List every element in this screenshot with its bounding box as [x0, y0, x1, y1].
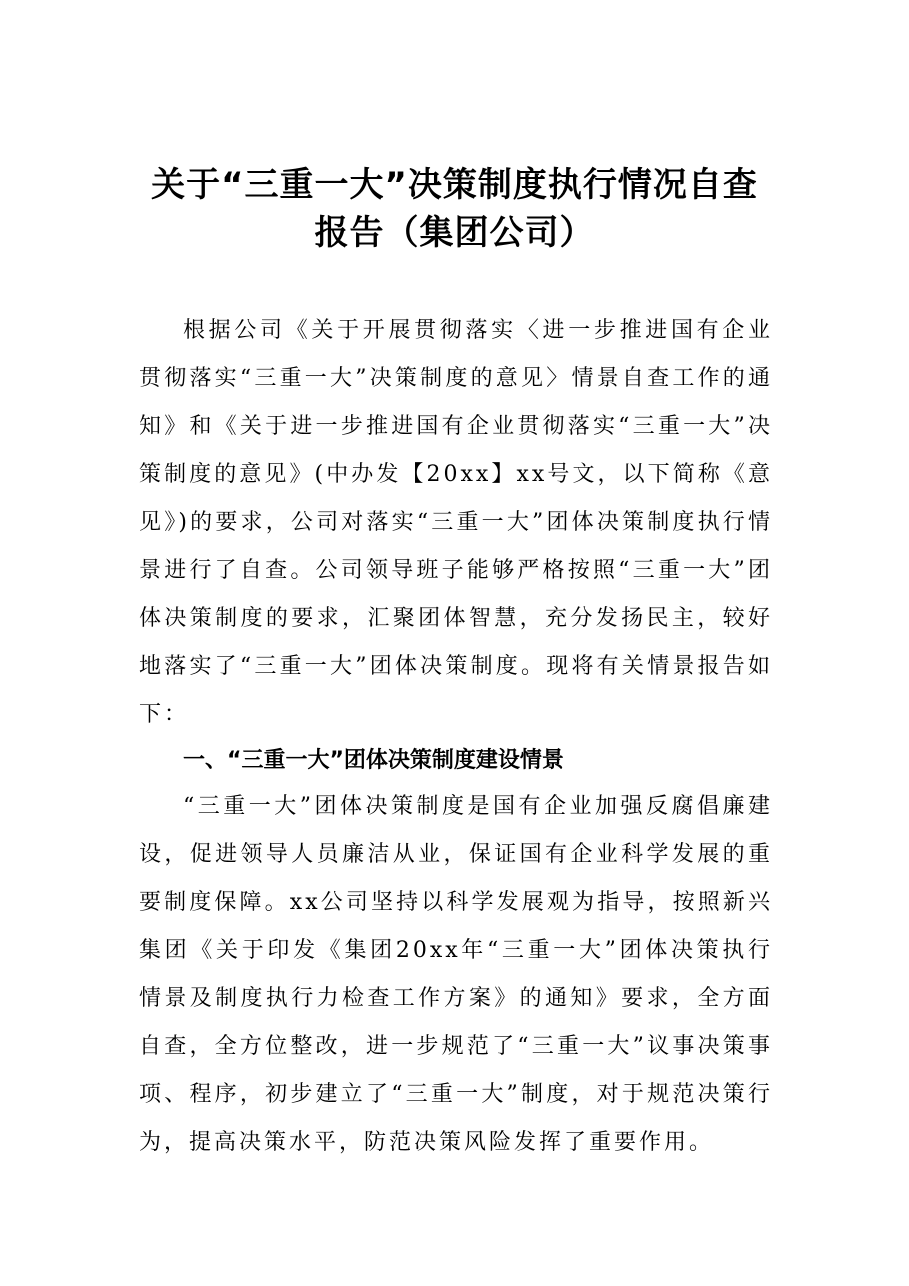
document-title-line-2: 报告（集团公司）	[314, 213, 595, 253]
section-1-paragraph: “三重一大”团体决策制度是国有企业加强反腐倡廉建设，促进领导人员廉洁从业，保证国有企业科学发展的重要制度保障。xx公司坚持以科学发展观为指导，按照新兴集团《关于印发《集团20xx年“三重一大”团体决策执行情景及制度执行力检查工作方案》的通知》要求，全方面自查，全方位整改，进一步规范了“三重一大”议事决策事项、程序，初步建立了“三重一大”制度，对于规范决策行为，提高决策水平，防范决策风险发挥了重要作用。	[139, 794, 773, 1155]
section-1-heading: 一、“三重一大”团体决策制度建设情景	[183, 748, 564, 773]
document-title-line-1: 关于“三重一大”决策制度执行情况自查	[151, 165, 758, 205]
intro-paragraph: 根据公司《关于开展贯彻落实〈进一步推进国有企业贯彻落实“三重一大”决策制度的意见〉情景自查工作的通知》和《关于进一步推进国有企业贯彻落实“三重一大”决策制度的意见》(中办发【20xx】xx号文，以下简称《意见》)的要求，公司对落实“三重一大”团体决策制度执行情景进行了自查。公司领导班子能够严格按照“三重一大”团体决策制度的要求，汇聚团体智慧，充分发扬民主，较好地落实了“三重一大”团体决策制度。现将有关情景报告如下：	[139, 318, 773, 727]
